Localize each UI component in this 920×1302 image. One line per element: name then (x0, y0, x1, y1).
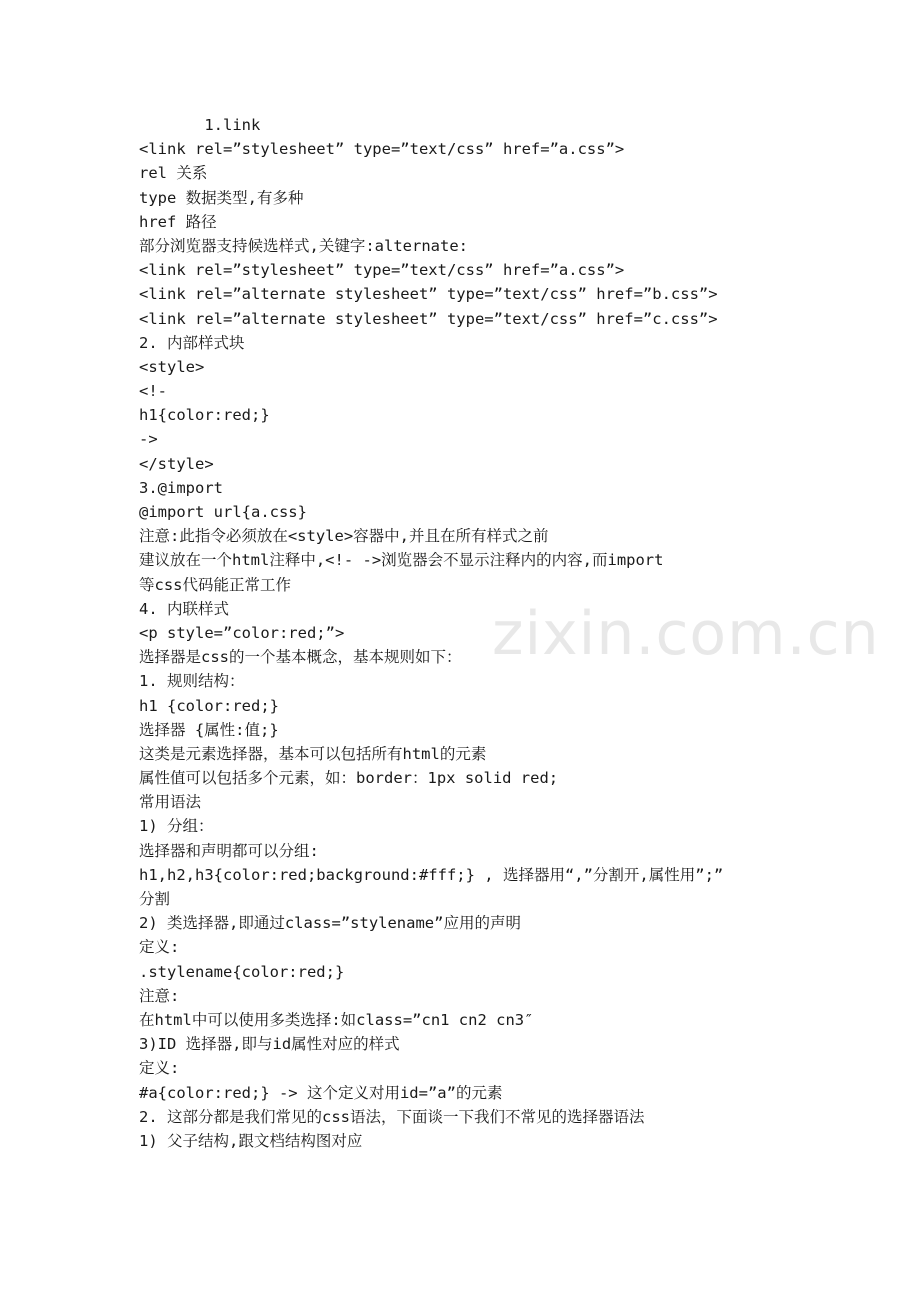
document-line: 常用语法 (139, 793, 202, 812)
document-line: 4. 内联样式 (139, 599, 229, 618)
document-line: rel 关系 (139, 164, 208, 183)
document-line: -> (139, 430, 158, 449)
document-body (139, 113, 839, 1153)
document-line: 2. 内部样式块 (139, 333, 245, 352)
document-line: 定义: (139, 1059, 180, 1078)
document-line: type 数据类型,有多种 (139, 188, 304, 207)
document-line: 选择器和声明都可以分组: (139, 841, 319, 860)
document-line: 建议放在一个html注释中,<!- ->浏览器会不显示注释内的内容,而import (139, 551, 664, 570)
document-line: <link rel=”stylesheet” type=”text/css” href=”a.css”> (139, 140, 625, 159)
document-line: 注意:此指令必须放在<style>容器中,并且在所有样式之前 (139, 527, 549, 546)
document-line: <link rel=”alternate stylesheet” type=”text/css” href=”c.css”> (139, 309, 718, 328)
watermark: zixin.com.cn (492, 599, 880, 669)
document-line: href 路径 (139, 212, 217, 231)
document-line: 在html中可以使用多类选择:如class=”cn1 cn2 cn3″ (139, 1010, 534, 1029)
document-line: 1. 规则结构： (139, 672, 245, 691)
document-line: 注意: (139, 986, 180, 1005)
document-line: h1{color:red;} (139, 406, 270, 425)
document-line: <!- (139, 382, 167, 401)
document-line: 这类是元素选择器，基本可以包括所有html的元素 (139, 744, 487, 763)
document-line: 3.@import (139, 478, 223, 497)
document-line: <p style=”color:red;”> (139, 623, 345, 642)
document-line: 1) 父子结构,跟文档结构图对应 (139, 1131, 363, 1150)
document-line: <link rel=”stylesheet” type=”text/css” href=”a.css”> (139, 261, 625, 280)
document-line: 部分浏览器支持候选样式,关键字:alternate: (139, 236, 468, 255)
document-line: #a{color:red;} -> 这个定义对用id=”a”的元素 (139, 1083, 503, 1102)
document-line: <style> (139, 357, 205, 376)
document-line: h1 {color:red;} (139, 696, 279, 715)
document-line: 分割 (139, 890, 171, 908)
document-line: </style> (139, 454, 214, 473)
document-line: 1) 分组： (139, 817, 214, 836)
document-line: 3)ID 选择器,即与id属性对应的样式 (139, 1035, 400, 1054)
document-line: h1,h2,h3{color:red;background:#fff;} , 选择器用“,”分割开,属性用”;” (139, 865, 724, 884)
document-line: 选择器是css的一个基本概念，基本规则如下： (139, 648, 462, 667)
document-line: 等css代码能正常工作 (139, 575, 291, 594)
document-line: 1.link (139, 116, 261, 134)
document-line: <link rel=”alternate stylesheet” type=”text/css” href=”b.css”> (139, 285, 718, 304)
document-line: 定义: (139, 938, 180, 957)
document-line: 选择器 {属性:值;} (139, 720, 279, 739)
document-line: .stylename{color:red;} (139, 962, 345, 981)
document-line: 2) 类选择器,即通过class=”stylename”应用的声明 (139, 914, 521, 933)
document-line: 2. 这部分都是我们常见的css语法，下面谈一下我们不常见的选择器语法 (139, 1107, 645, 1126)
document-line: @import url{a.css} (139, 503, 307, 521)
document-line: 属性值可以包括多个元素，如：border：1px solid red; (139, 769, 559, 788)
